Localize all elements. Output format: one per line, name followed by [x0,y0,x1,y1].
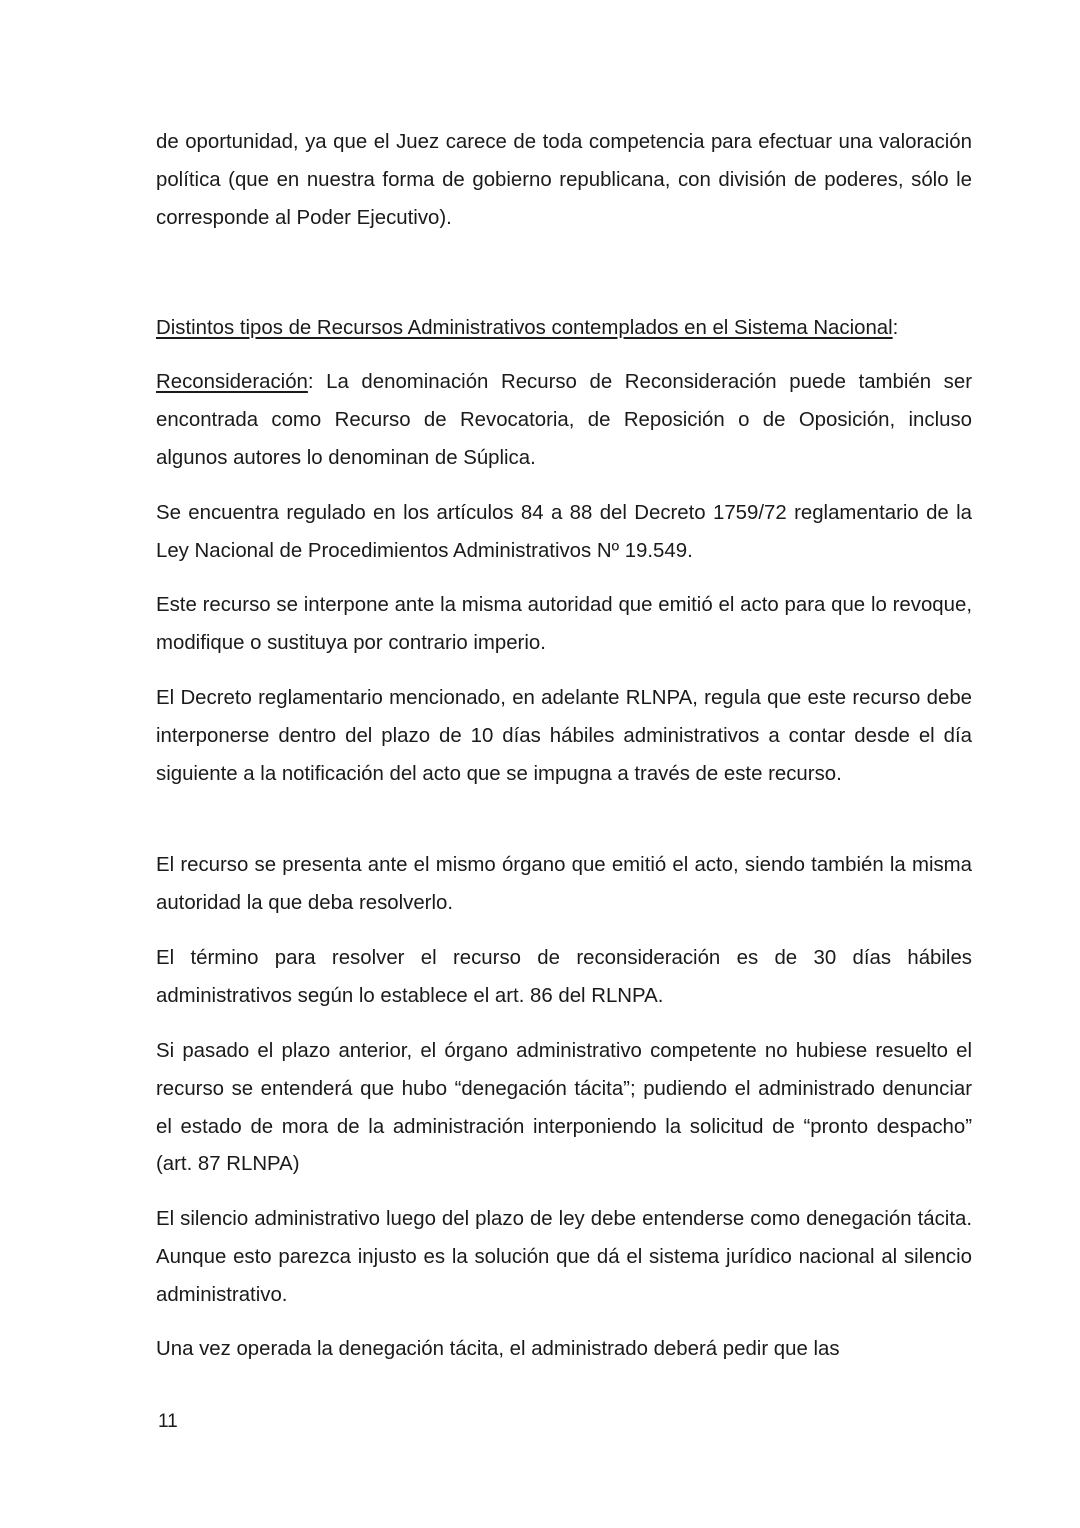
section-heading-text: Distintos tipos de Recursos Administrativos contemplados en el Sistema Nacional [156,317,893,339]
paragraph-intro: de oportunidad, ya que el Juez carece de toda competencia para efectuar una valoración política (que en nuestra forma de gobierno republicana, con división de poderes, sólo le corresponde al Poder Ejecutivo). [156,131,972,229]
reconsideracion-label: Reconsideración [156,371,308,393]
paragraph-final: Una vez operada la denegación tácita, el administrado deberá pedir que las [156,1338,840,1360]
paragraph-organo: El recurso se presenta ante el mismo órgano que emitió el acto, siendo también la misma autoridad la que deba resolverlo. [156,854,972,914]
paragraph-regulacion: Se encuentra regulado en los artículos 84 a 88 del Decreto 1759/72 reglamentario de la Ley Nacional de Procedimientos Administrativos Nº 19.549. [156,502,972,562]
paragraph-silencio: El silencio administrativo luego del plazo de ley debe entenderse como denegación tácita. Aunque esto parezca injusto es la solución que dá el sistema jurídico nacional al silencio administrativo. [156,1208,972,1306]
paragraph-denegacion: Si pasado el plazo anterior, el órgano administrativo competente no hubiese resuelto el recurso se entenderá que hubo “denegación tácita”; pudiendo el administrado denunciar el estado de mora de la administración interponiendo la solicitud de “pronto despacho” (art. 87 RLNPA) [156,1040,972,1176]
paragraph-reconsideracion [156,364,972,477]
reconsideracion-text: : La denominación Recurso de Reconsideración puede también ser encontrada como Recurso de Revocatoria, de Reposición o de Oposición, incluso algunos autores lo denominan de Súplica. [156,371,972,469]
paragraph-interposicion: Este recurso se interpone ante la misma autoridad que emitió el acto para que lo revoque, modifique o sustituya por contrario imperio. [156,594,972,654]
section-heading [156,310,972,348]
section-heading-colon: : [892,317,899,339]
paragraph-plazo: El Decreto reglamentario mencionado, en adelante RLNPA, regula que este recurso debe interponerse dentro del plazo de 10 días hábiles administrativos a contar desde el día siguiente a la notificación del acto que se impugna a través de este recurso. [156,687,972,785]
page-number: 11 [158,1411,178,1432]
paragraph-termino: El término para resolver el recurso de reconsideración es de 30 días hábiles administrativos según lo establece el art. 86 del RLNPA. [156,947,972,1007]
